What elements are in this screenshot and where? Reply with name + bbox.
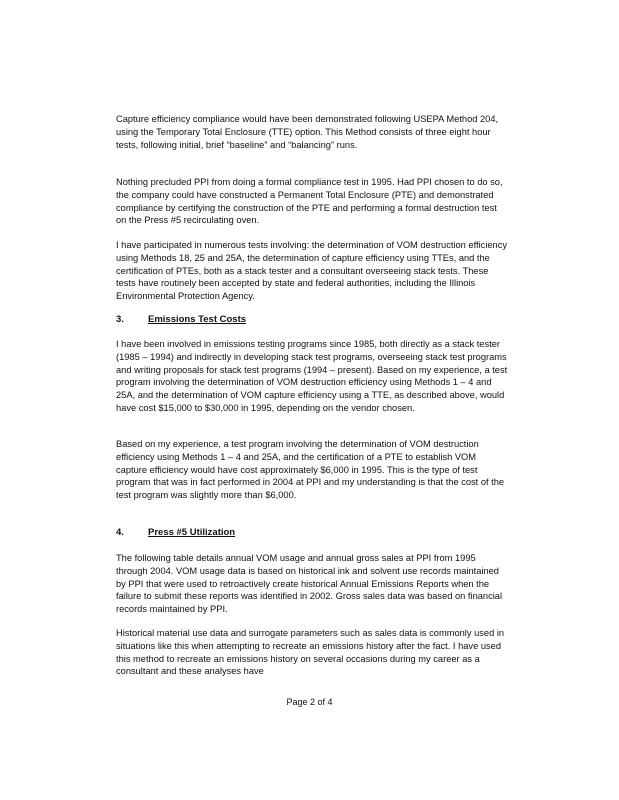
paragraph-testing-programs: I have been involved in emissions testing programs since 1985, both directly as a stack tester (1985 – 1994) and indirectly in developing stack test programs, overseeing stack test programs and writing proposals for stack test programs (1994 – present). Based on my experience, a test program involving the determination of VOM destruction efficiency using Methods 1 – 4 and 25A, and the determination of VOM capture efficiency using a TTE, as described above, would have cost $15,000 to $30,000 in 1995, depending on the vendor chosen. [116,339,508,413]
section-title: Emissions Test Costs [148,314,247,325]
paragraph-participated-tests: I have participated in numerous tests involving: the determination of VOM destruction efficiency using Methods 18, 25 and 25A, the determination of capture efficiency using TTEs, and the certification of PTEs, both as a stack tester and a consultant overseeing stack tests. These tests have routinely been accepted by state and federal authorities, including the Illinois Environmental Protection Agency. [116,240,508,302]
paragraph-capture-efficiency: Capture efficiency compliance would have been demonstrated following USEPA Method 204, using the Temporary Total Enclosure (TTE) option. This Method consists of three eight hour tests, following initial, brief “baseline” and “balancing” runs. [116,114,499,150]
section-heading-emissions-test-costs [116,314,246,326]
section-title: Press #5 Utilization [148,527,236,538]
section-number: 4. [116,527,124,538]
page-number: Page 2 of 4 [286,697,333,707]
paragraph-historical-material: Historical material use data and surrogate parameters such as sales data is commonly used in situations like this when attempting to recreate an emissions history after the fact. I have used this method to recreate an emissions history on several occasions during my career as a consultant and these analyses have [116,628,505,677]
paragraph-vom-usage-table: The following table details annual VOM usage and annual gross sales at PPI from 1995 through 2004. VOM usage data is based on historical ink and solvent use records maintained by PPI that were used to retroactively create historical Annual Emissions Reports when the failure to submit these reports was identified in 2002. Gross sales data was based on financial records maintained by PPI. [116,553,503,615]
section-number: 3. [116,314,124,325]
paragraph-formal-compliance: Nothing precluded PPI from doing a formal compliance test in 1995. Had PPI chosen to do so, the company could have constructed a Permanent Total Enclosure (PTE) and demonstrated compliance by certifying the construction of the PTE and performing a formal destruction test on the Press #5 recirculating oven. [116,177,503,226]
paragraph-test-program-cost: Based on my experience, a test program involving the determination of VOM destruction efficiency using Methods 1 – 4 and 25A, and the certification of a PTE to establish VOM capture efficiency would have cost approximately $6,000 in 1995. This is the type of test program that was in fact performed in 2004 at PPI and my understanding is that the cost of the test program was slightly more than $6,000. [116,439,505,501]
section-heading-press-utilization [116,527,235,539]
